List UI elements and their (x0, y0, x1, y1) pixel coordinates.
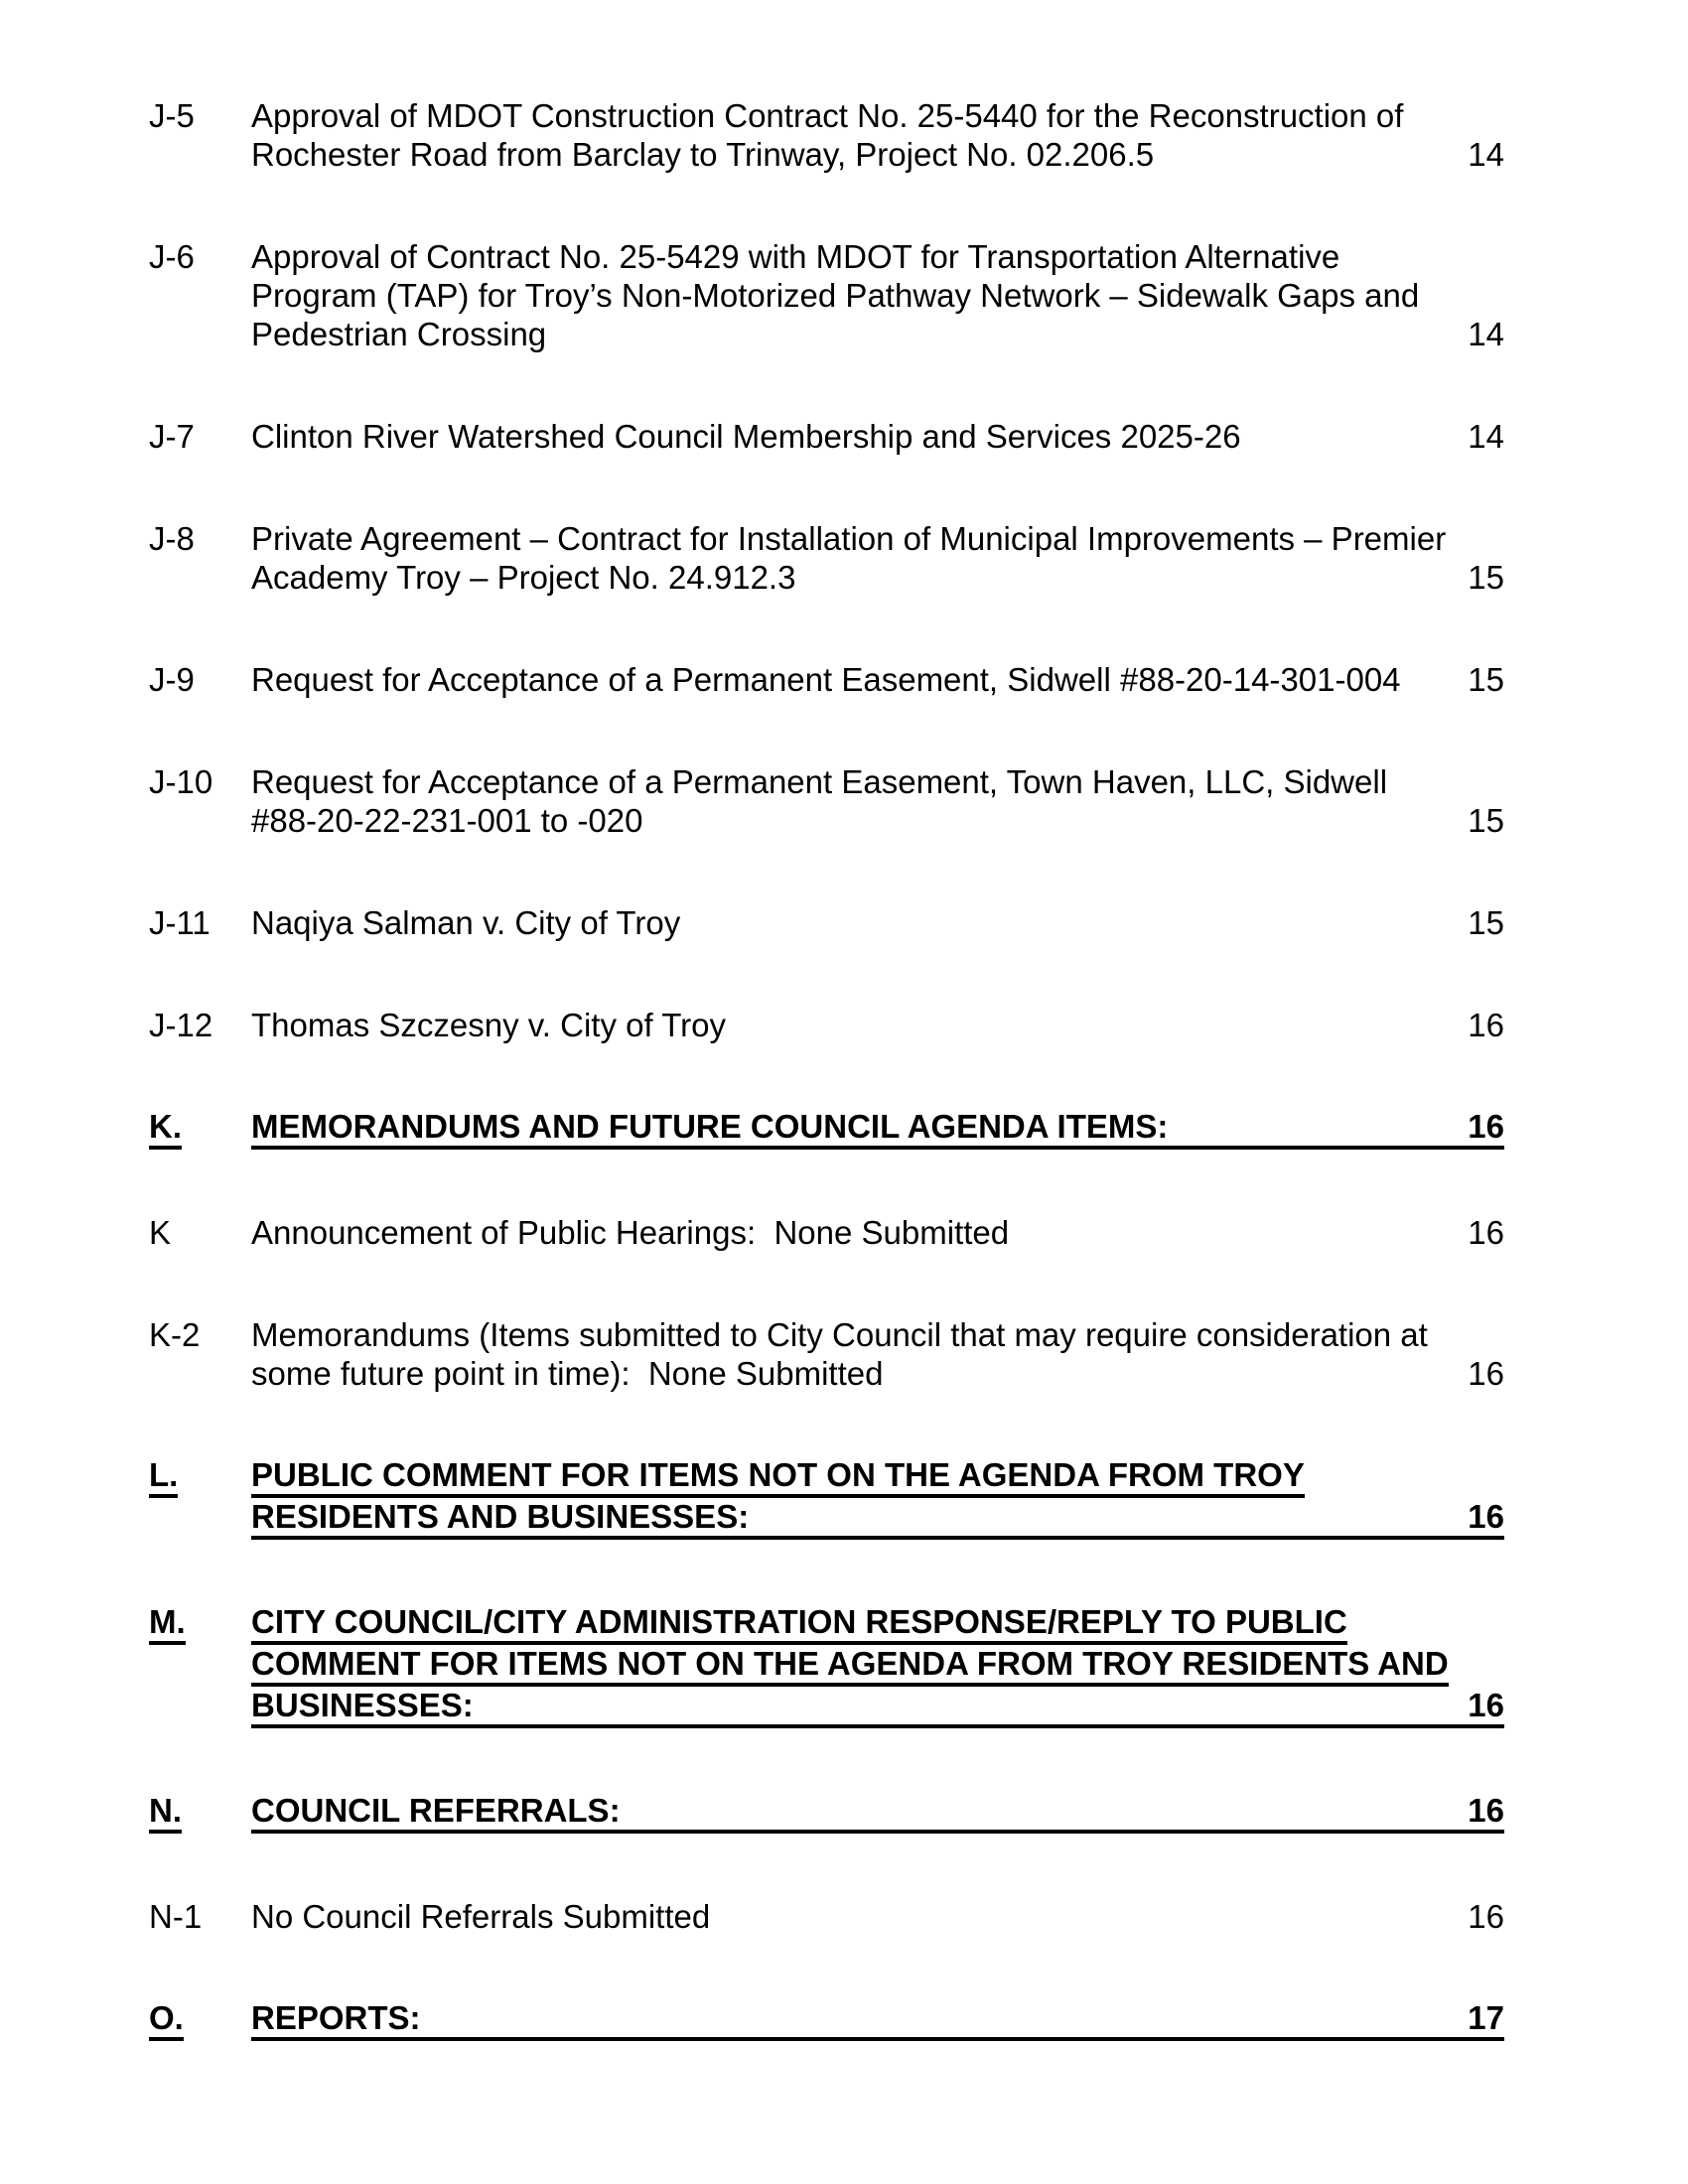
toc-item-k (149, 1213, 1504, 1252)
section-title-text: MEMORANDUMS AND FUTURE COUNCIL AGENDA ITEMS: (251, 1108, 1169, 1145)
toc-item-k2 (149, 1315, 1504, 1393)
section-id-text: N. (149, 1792, 182, 1834)
item-id: J-12 (149, 1007, 213, 1043)
item-id: J-10 (149, 763, 213, 800)
item-title-line: Rochester Road from Barclay to Trinway, Project No. 02.206.5 (251, 136, 1155, 173)
section-id (149, 1792, 251, 1834)
item-title-line: Approval of MDOT Construction Contract No. 25-5440 for the Reconstruction of (251, 97, 1404, 134)
toc-item-n1 (149, 1897, 1504, 1936)
item-id: J-6 (149, 238, 195, 275)
item-body (251, 903, 1504, 942)
page-number: 16 (1468, 1108, 1504, 1145)
section-title-line (251, 1687, 1504, 1728)
item-id: K (149, 1214, 172, 1251)
item-title-line: Thomas Szczesny v. City of Troy (251, 1007, 727, 1043)
item-id: J-5 (149, 97, 195, 134)
page-number: 14 (1468, 136, 1504, 173)
item-id: J-8 (149, 520, 195, 557)
item-body (251, 96, 1504, 174)
item-title-line: Announcement of Public Hearings: None Submitted (251, 1214, 1010, 1251)
toc-section-o (149, 1999, 1504, 2041)
page-number: 15 (1468, 559, 1504, 596)
toc-item-j10 (149, 762, 1504, 840)
page-number: 16 (1468, 1355, 1504, 1392)
item-title-line: Clinton River Watershed Council Membership and Services 2025-26 (251, 418, 1241, 455)
page-number: 16 (1468, 1007, 1504, 1043)
section-title-text: REPORTS: (251, 1999, 421, 2036)
item-title-line: Program (TAP) for Troy’s Non-Motorized Pathway Network – Sidewalk Gaps and (251, 277, 1420, 314)
item-body (251, 1213, 1504, 1252)
item-title-line: Pedestrian Crossing (251, 316, 547, 352)
section-body (251, 1108, 1504, 1150)
section-body (251, 1999, 1504, 2041)
item-title-line: Naqiya Salman v. City of Troy (251, 904, 681, 941)
section-title-line (251, 1603, 1504, 1645)
section-id (149, 1603, 251, 1728)
item-body (251, 1006, 1504, 1044)
section-id (149, 1108, 251, 1150)
item-id: N-1 (149, 1898, 203, 1935)
page-number: 15 (1468, 661, 1504, 698)
item-id: J-9 (149, 661, 195, 698)
page-number: 15 (1468, 904, 1504, 941)
page-number: 16 (1468, 1898, 1504, 1935)
item-id: J-7 (149, 418, 195, 455)
item-id: K-2 (149, 1316, 201, 1353)
page-number: 17 (1468, 1999, 1504, 2036)
section-title-line (251, 1108, 1504, 1150)
page-number: 14 (1468, 316, 1504, 352)
section-title-line (251, 1999, 1504, 2041)
section-title-text: COUNCIL REFERRALS: (251, 1792, 621, 1829)
toc-section-m (149, 1603, 1504, 1728)
toc-section-n (149, 1792, 1504, 1834)
page-number: 16 (1468, 1214, 1504, 1251)
item-title-line: Academy Troy – Project No. 24.912.3 (251, 559, 796, 596)
section-title-line (251, 1498, 1504, 1540)
toc-item-j8 (149, 519, 1504, 597)
item-title-line: Memorandums (Items submitted to City Council that may require consideration at (251, 1316, 1428, 1353)
toc-item-j5 (149, 96, 1504, 174)
toc-item-j9 (149, 660, 1504, 699)
section-title-text: PUBLIC COMMENT FOR ITEMS NOT ON THE AGENDA FROM TROY (251, 1456, 1305, 1498)
section-title-text: COMMENT FOR ITEMS NOT ON THE AGENDA FROM TROY RESIDENTS AND (251, 1645, 1449, 1687)
section-id-text: L. (149, 1456, 178, 1498)
item-body (251, 762, 1504, 840)
item-body (251, 519, 1504, 597)
section-id (149, 1999, 251, 2041)
section-id-text: K. (149, 1108, 182, 1150)
item-title-line: Approval of Contract No. 25-5429 with MDOT for Transportation Alternative (251, 238, 1340, 275)
page-number: 14 (1468, 418, 1504, 455)
item-title-line: some future point in time): None Submitted (251, 1355, 884, 1392)
item-title-line: Request for Acceptance of a Permanent Easement, Town Haven, LLC, Sidwell (251, 763, 1388, 800)
item-body (251, 1315, 1504, 1393)
toc-item-j11 (149, 903, 1504, 942)
toc-section-l (149, 1456, 1504, 1540)
section-id (149, 1456, 251, 1540)
item-title-line: Request for Acceptance of a Permanent Easement, Sidwell #88-20-14-301-004 (251, 661, 1401, 698)
section-title-text: BUSINESSES: (251, 1687, 474, 1723)
item-title-line: No Council Referrals Submitted (251, 1898, 711, 1935)
toc-item-j6 (149, 237, 1504, 353)
section-title-line (251, 1645, 1504, 1687)
item-body (251, 1897, 1504, 1936)
section-title-text: CITY COUNCIL/CITY ADMINISTRATION RESPONSE/REPLY TO PUBLIC (251, 1603, 1347, 1645)
section-body (251, 1456, 1504, 1540)
toc-section-k (149, 1108, 1504, 1150)
section-id-text: M. (149, 1603, 186, 1645)
item-body (251, 660, 1504, 699)
section-title-text: RESIDENTS AND BUSINESSES: (251, 1498, 750, 1535)
page-number: 16 (1468, 1687, 1504, 1723)
section-body (251, 1603, 1504, 1728)
item-title-line: #88-20-22-231-001 to -020 (251, 802, 643, 839)
item-body (251, 237, 1504, 353)
page-number: 16 (1468, 1792, 1504, 1829)
section-title-line (251, 1456, 1504, 1498)
section-title-line (251, 1792, 1504, 1834)
page-number: 15 (1468, 802, 1504, 839)
item-title-line: Private Agreement – Contract for Installation of Municipal Improvements – Premier (251, 520, 1447, 557)
item-id: J-11 (149, 904, 211, 941)
item-body (251, 417, 1504, 456)
section-id-text: O. (149, 1999, 184, 2041)
section-body (251, 1792, 1504, 1834)
toc-item-j12 (149, 1006, 1504, 1044)
page-number: 16 (1468, 1498, 1504, 1535)
toc-item-j7 (149, 417, 1504, 456)
